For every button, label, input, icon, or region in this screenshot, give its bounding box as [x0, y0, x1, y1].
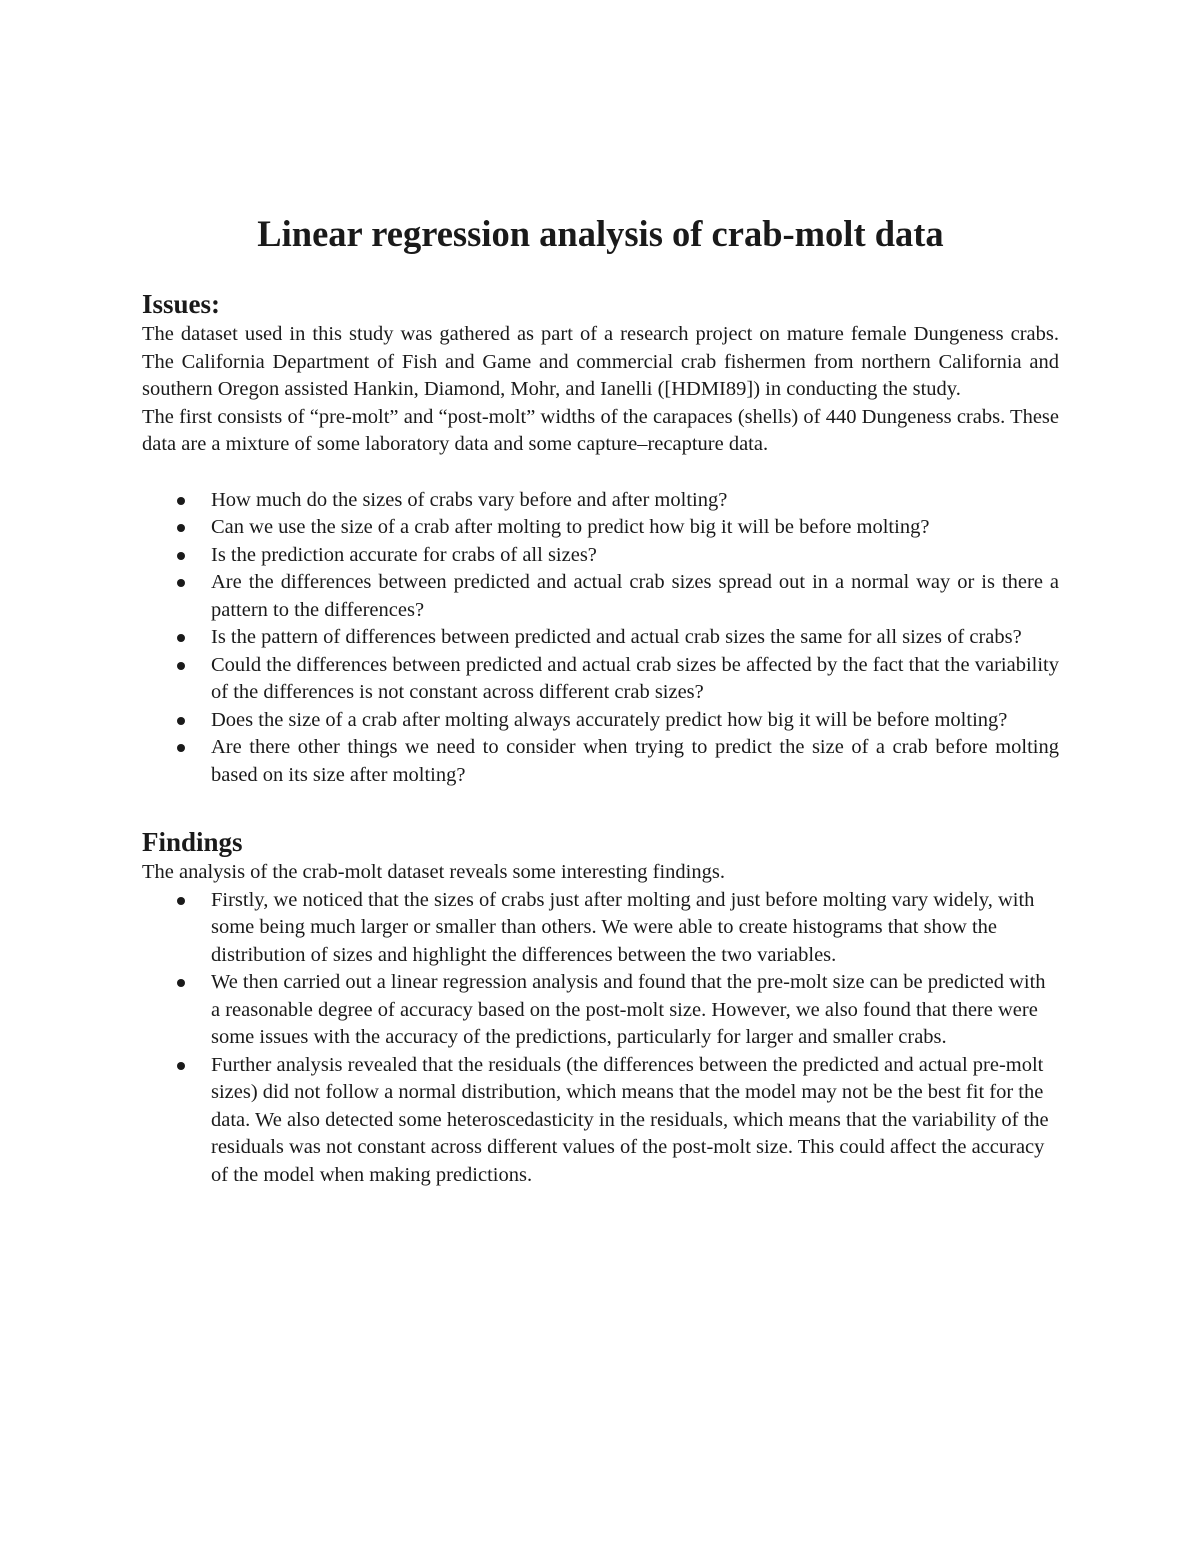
question-item [142, 734, 1059, 789]
issues-paragraph: The first consists of “pre-molt” and “post-molt” widths of the carapaces (shells) of 440 Dungeness crabs. These data are a mixture of some laboratory data and some capture–recapture data. [142, 405, 1059, 455]
question-item [142, 707, 1059, 735]
bullet-icon [177, 897, 185, 905]
issues-paragraph: The dataset used in this study was gathered as part of a research project on mature female Dungeness crabs. The California Department of Fish and Game and commercial crab fishermen from northern California and southern Oregon assisted Hankin, Diamond, Mohr, and Ianelli ([HDMI89]) in conducting the study. [142, 323, 1059, 400]
question-item [142, 487, 1059, 515]
finding-item [142, 1052, 1059, 1190]
bullet-icon [177, 1062, 185, 1070]
question-text: Is the pattern of differences between predicted and actual crab sizes the same for all sizes of crabs? [211, 626, 1022, 648]
question-text: Are there other things we need to consider when trying to predict the size of a crab before molting based on its size after molting? [211, 736, 1059, 786]
finding-item [142, 969, 1059, 1052]
bullet-icon [177, 634, 185, 642]
issues-heading: Issues: [142, 289, 221, 319]
bullet-icon [177, 717, 185, 725]
bullet-icon [177, 979, 185, 987]
question-text: Is the prediction accurate for crabs of all sizes? [211, 543, 597, 566]
bullet-icon [177, 524, 185, 532]
findings-heading: Findings [142, 827, 243, 857]
finding-item [142, 887, 1059, 970]
finding-text: We then carried out a linear regression analysis and found that the pre-molt size can be predicted with a reasonable degree of accuracy based on the post-molt size. However, we also found that there were some issues with the accuracy of the predictions, particularly for larger and smaller crabs. [211, 971, 1046, 1048]
question-text: How much do the sizes of crabs vary before and after molting? [211, 488, 728, 511]
question-item [142, 542, 1059, 570]
question-text: Does the size of a crab after molting always accurately predict how big it will be before molting? [211, 708, 1008, 731]
findings-intro: The analysis of the crab-molt dataset reveals some interesting findings. [142, 861, 725, 883]
bullet-icon [177, 552, 185, 560]
findings-list [142, 887, 1059, 1190]
question-item [142, 569, 1059, 624]
finding-text: Further analysis revealed that the residuals (the differences between the predicted and actual pre-molt sizes) did not follow a normal distribution, which means that the model may not be the best fit for the data. We also detected some heteroscedasticity in the residuals, which means that the variability of the residuals was not constant across different values of the post-molt size. This could affect the accuracy of the model when making predictions. [211, 1053, 1049, 1186]
question-text: Are the differences between predicted and actual crab sizes spread out in a normal way or is there a pattern to the differences? [211, 571, 1059, 621]
finding-text: Firstly, we noticed that the sizes of crabs just after molting and just before molting vary widely, with some being much larger or smaller than others. We were able to create histograms that show the distribution of sizes and highlight the differences between the two variables. [211, 888, 1035, 966]
document-page [142, 210, 1059, 1189]
question-item [142, 514, 1059, 542]
bullet-icon [177, 579, 185, 587]
bullet-icon [177, 662, 185, 670]
issues-question-list [142, 487, 1059, 790]
question-text: Can we use the size of a crab after molting to predict how big it will be before molting? [211, 516, 930, 538]
bullet-icon [177, 744, 185, 752]
bullet-icon [177, 497, 185, 505]
question-item [142, 652, 1059, 707]
question-text: Could the differences between predicted and actual crab sizes be affected by the fact that the variability of the differences is not constant across different crab sizes? [211, 653, 1059, 703]
document-title: Linear regression analysis of crab-molt data [257, 213, 944, 254]
question-item [142, 624, 1059, 652]
